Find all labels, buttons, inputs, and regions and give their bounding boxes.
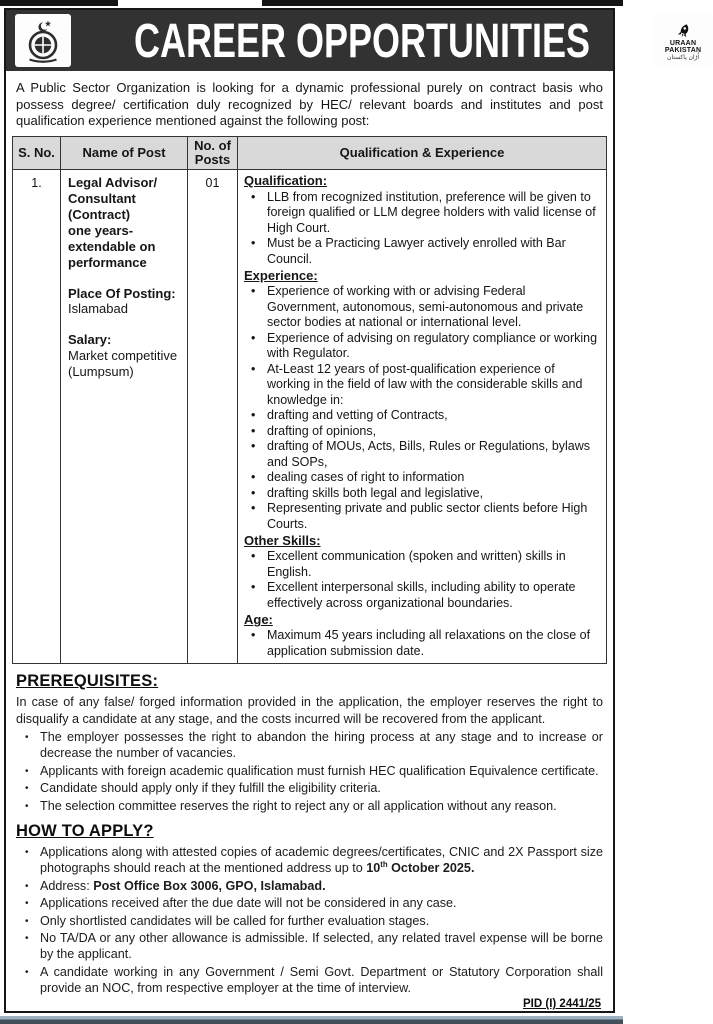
text-segment: Applications along with attested copies of academic degrees/certificates, CNIC and 2X Passport size photographs should reach at the mentioned address up to bbox=[40, 844, 603, 876]
state-emblem-icon bbox=[20, 18, 66, 64]
how-to-apply-list bbox=[16, 844, 603, 996]
apply-instruction-item bbox=[16, 844, 603, 877]
post-name-cell bbox=[61, 170, 188, 664]
text-segment: 10 bbox=[366, 861, 381, 876]
post-title-line: performance bbox=[68, 254, 147, 270]
footer-edge-strip bbox=[0, 1016, 623, 1024]
salary-value: Market competitive (Lumpsum) bbox=[68, 348, 178, 380]
bullet-item: • LLB from recognized institution, preference will be given to foreign qualified or LLM degree holders with valid license of High Court. bbox=[244, 190, 600, 237]
prerequisite-item: • Applicants with foreign academic qualification must furnish HEC qualification Equivalence certificate. bbox=[16, 763, 603, 779]
qualification-section-heading: Other Skills: bbox=[244, 533, 321, 549]
qualification-section-heading: Experience: bbox=[244, 268, 318, 284]
prerequisite-item: • The employer possesses the right to abandon the hiring process at any stage and to increase or decrease the number of vacancies. bbox=[16, 729, 603, 762]
uraan-logo-line1: URAAN bbox=[669, 39, 697, 47]
apply-instruction-item: • Only shortlisted candidates will be called for further evaluation stages. bbox=[16, 913, 603, 929]
post-title-line: extendable on bbox=[68, 238, 156, 254]
bullet-item: • Maximum 45 years including all relaxations on the close of application submission date. bbox=[244, 628, 600, 659]
post-title bbox=[68, 175, 183, 270]
qualification-bullet-list bbox=[244, 549, 600, 611]
qualification-section-heading: Qualification: bbox=[244, 173, 328, 189]
how-to-apply-heading: HOW TO APPLY? bbox=[16, 821, 154, 840]
bullet-item: • Excellent interpersonal skills, including ability to operate effectively across organizational boundaries. bbox=[244, 580, 600, 611]
prerequisites-heading: PREREQUISITES: bbox=[16, 672, 159, 691]
header-bar bbox=[6, 10, 702, 71]
uraan-logo-line2: PAKISTAN bbox=[664, 46, 702, 54]
prerequisites-list bbox=[16, 729, 603, 814]
place-of-posting-value: Islamabad bbox=[68, 301, 128, 317]
text-segment: Post Office Box 3006, GPO, Islamabad. bbox=[93, 878, 326, 893]
column-header-post: Name of Post bbox=[61, 136, 188, 170]
ad-frame bbox=[4, 8, 702, 1013]
column-header-qualification: Qualification & Experience bbox=[238, 136, 607, 170]
bullet-item: • drafting of MOUs, Acts, Bills, Rules or Regulations, bylaws and SOPs, bbox=[244, 439, 600, 470]
table-row bbox=[13, 170, 607, 664]
apply-instruction-item: • No TA/DA or any other allowance is admissible. If selected, any related travel expense will be borne by the applicant. bbox=[16, 930, 603, 963]
bullet-item: • drafting skills both legal and legislative, bbox=[244, 486, 600, 502]
bullet-item: • Representing private and public sector clients before High Courts. bbox=[244, 501, 600, 532]
page-edge-strip-left bbox=[0, 0, 118, 6]
posts-count-cell: 01 bbox=[188, 170, 238, 664]
salary-label: Salary: bbox=[68, 332, 112, 348]
page-title: CAREER OPPORTUNITIES bbox=[134, 12, 591, 69]
rocket-icon bbox=[672, 19, 695, 42]
post-title-line: one years- bbox=[68, 223, 134, 239]
job-table bbox=[12, 136, 607, 665]
page-edge-strip-right bbox=[262, 0, 623, 6]
bullet-item: • Experience of working with or advising Federal Government, autonomous, semi-autonomous and private sector bodies at national or international level. bbox=[244, 284, 600, 331]
bullet-item: • drafting of opinions, bbox=[244, 424, 600, 440]
post-title-line: Legal Advisor/ bbox=[68, 175, 158, 191]
serial-number-cell: 1. bbox=[13, 170, 61, 664]
qualification-bullet-list bbox=[244, 284, 600, 532]
column-header-sno: S. No. bbox=[13, 136, 61, 170]
qualification-bullet-list bbox=[244, 628, 600, 659]
prerequisite-item: • The selection committee reserves the right to reject any or all application without any reason. bbox=[16, 798, 603, 814]
post-title-line: Consultant bbox=[68, 191, 136, 207]
table-header-row bbox=[13, 136, 607, 170]
bullet-item: • Experience of advising on regulatory compliance or working with Regulator. bbox=[244, 331, 600, 362]
bullet-item: • dealing cases of right to information bbox=[244, 470, 600, 486]
bullet-item: • drafting and vetting of Contracts, bbox=[244, 408, 600, 424]
bullet-item: • Excellent communication (spoken and written) skills in English. bbox=[244, 549, 600, 580]
government-of-pakistan-emblem bbox=[15, 14, 71, 67]
apply-instruction-item: • Applications received after the due date will not be considered in any case. bbox=[16, 895, 603, 911]
qualification-bullet-list bbox=[244, 190, 600, 268]
qualification-cell bbox=[238, 170, 607, 664]
apply-instruction-item: • A candidate working in any Government / Semi Govt. Department or Statutory Corporation shall provide an NOC, from respective employer at the time of interview. bbox=[16, 964, 603, 997]
uraan-pakistan-logo bbox=[653, 14, 713, 67]
pid-number: PID (I) 2441/25 bbox=[523, 998, 601, 1011]
prerequisite-item: • Candidate should apply only if they fulfill the eligibility criteria. bbox=[16, 780, 603, 796]
uraan-logo-urdu: اُڑان پاکستان bbox=[667, 55, 700, 62]
text-segment: October 2025. bbox=[387, 861, 475, 876]
qualification-section-heading: Age: bbox=[244, 612, 273, 628]
post-title-line: (Contract) bbox=[68, 207, 131, 223]
text-segment: Address: bbox=[40, 878, 94, 893]
column-header-num-posts: No. of Posts bbox=[188, 136, 238, 170]
bullet-item: • Must be a Practicing Lawyer actively enrolled with Bar Council. bbox=[244, 236, 600, 267]
text-segment: th bbox=[380, 860, 388, 870]
place-of-posting-label: Place Of Posting: bbox=[68, 285, 176, 301]
apply-instruction-item bbox=[16, 878, 603, 894]
prerequisites-intro: In case of any false/ forged information provided in the application, the employer reserves the right to disqualify a candidate at any stage, and the costs incurred will be recovered from the applicant. bbox=[16, 695, 603, 726]
how-to-apply-section bbox=[16, 822, 603, 996]
prerequisites-section bbox=[16, 672, 603, 814]
intro-paragraph: A Public Sector Organization is looking for a dynamic professional purely on contract basis who possess degree/ certification duly recognized by HEC/ relevant boards and institutes and post qualification experience mentioned against the following post: bbox=[16, 80, 603, 129]
bullet-item: • At-Least 12 years of post-qualification experience of working in the field of law with the considerable skills and knowledge in: bbox=[244, 362, 600, 409]
